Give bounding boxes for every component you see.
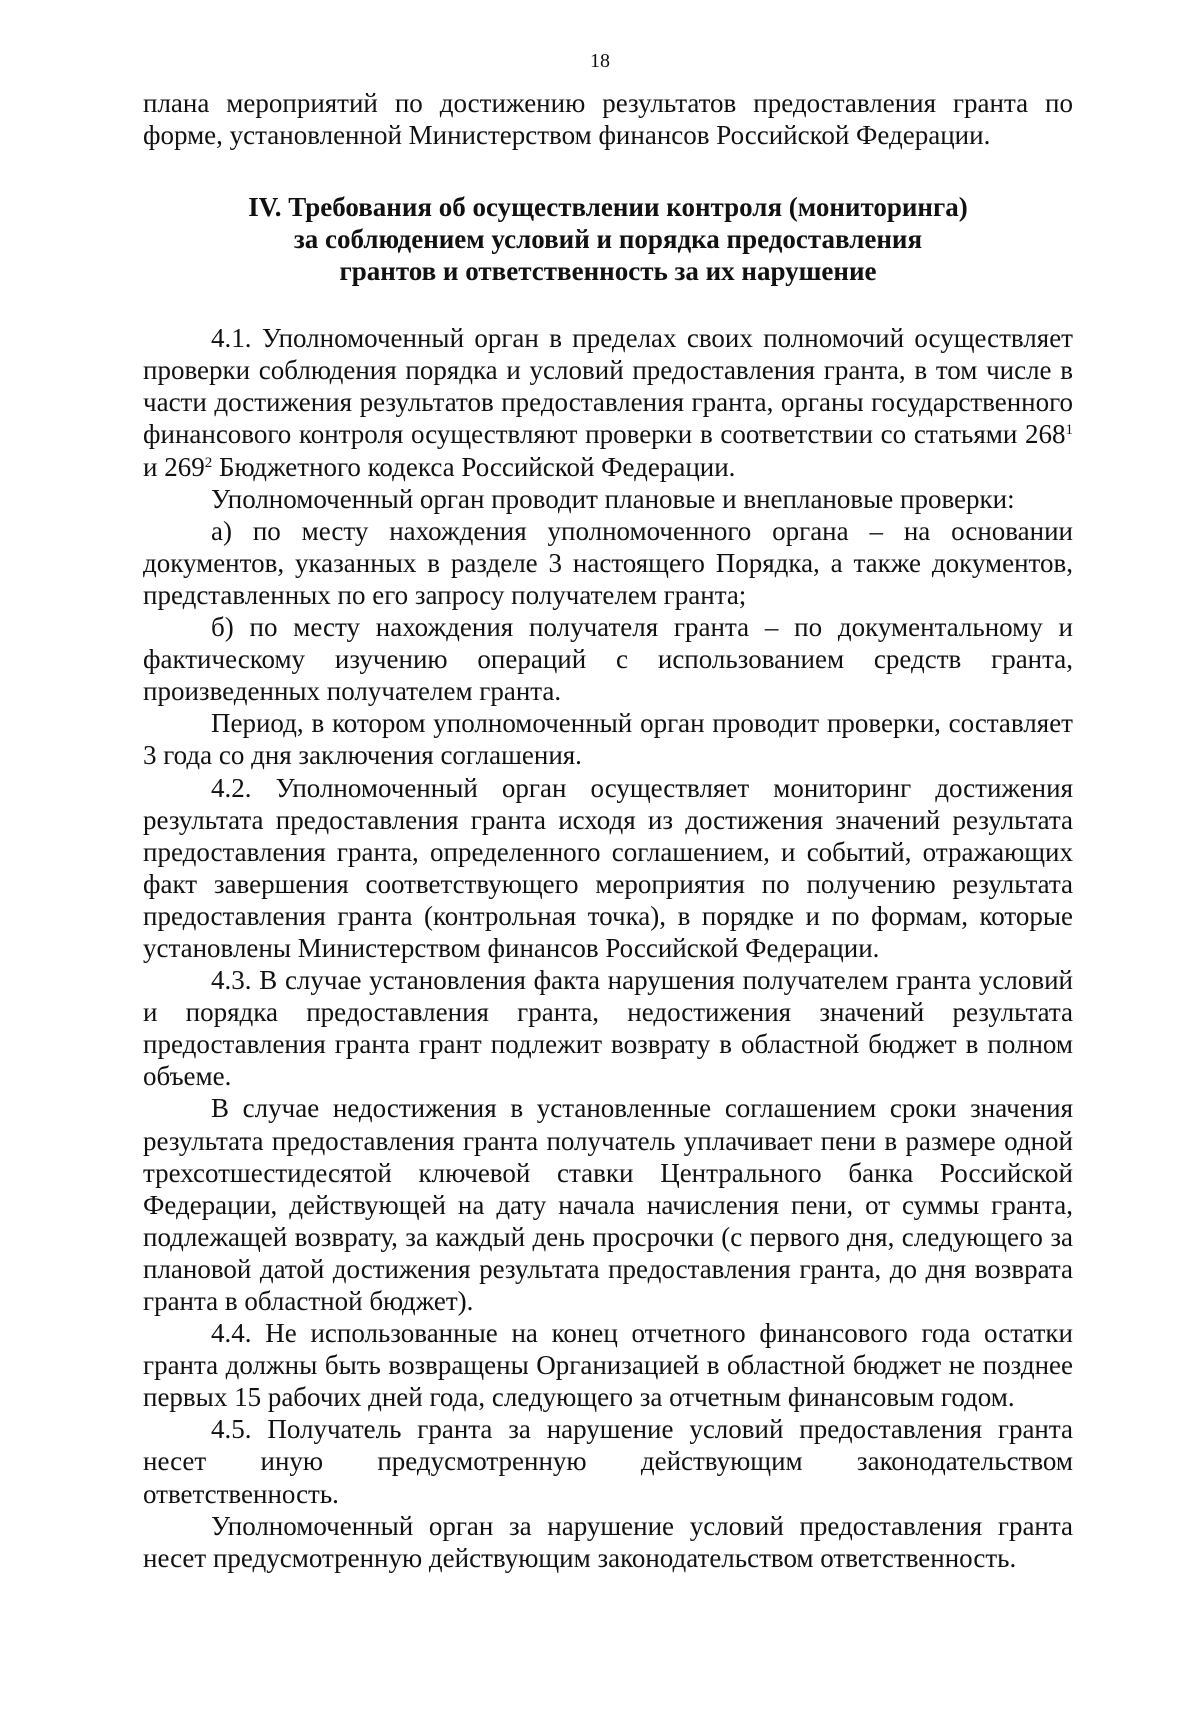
paragraph-4-1-end: Бюджетного кодекса Российской Федерации.	[212, 451, 736, 482]
paragraph-4-2: 4.2. Уполномоченный орган осуществляет мониторинг достижения результата предоставления гранта исходя из достижения значений результата предоставления гранта, определенного соглашением, и событий, отражающих факт завершения соответствующего мероприятия по получению результата предоставления гранта (контрольная точка), в порядке и по формам, которые установлены Министерством финансов Российской Федерации.	[143, 772, 1073, 963]
paragraph-item-a: а) по месту нахождения уполномоченного органа – на основании документов, указанных в разделе 3 настоящего Порядка, а также документов, представленных по его запросу получателем гранта;	[143, 515, 1073, 610]
paragraph-4-1-text: 4.1. Уполномоченный орган в пределах своих полномочий осуществляет проверки соблюдения порядка и условий предоставления гранта, в том числе в части достижения результатов предоставления гранта, органы государственного финансового контроля осуществляют проверки в соответствии со статьями 268	[143, 323, 1073, 450]
paragraph-4-5: 4.5. Получатель гранта за нарушение условий предоставления гранта несет иную предусмотренную действующим законодательством ответственность.	[143, 1414, 1073, 1509]
section-heading	[143, 191, 1073, 287]
paragraph-4-3: 4.3. В случае установления факта нарушения получателем гранта условий и порядка предоставления гранта, недостижения значений результата предоставления гранта грант подлежит возврату в областной бюджет в полном объеме.	[143, 965, 1073, 1092]
footnote-superscript-2: 2	[204, 454, 213, 471]
footnote-superscript-1: 1	[1065, 422, 1073, 439]
document-body	[143, 87, 1073, 1574]
paragraph-period: Период, в котором уполномоченный орган проводит проверки, составляет 3 года со дня заключения соглашения.	[143, 708, 1073, 771]
page-number: 18	[590, 50, 610, 72]
paragraph-4-1-mid: и 269	[143, 451, 205, 482]
paragraph-item-b: б) по месту нахождения получателя гранта – по документальному и фактическому изучению операций с использованием средств гранта, произведенных получателем гранта.	[143, 612, 1073, 707]
section-heading-line-2: за соблюдением условий и порядка предоставления	[293, 224, 923, 255]
section-heading-line-3: грантов и ответственность за их нарушение	[339, 256, 877, 287]
paragraph-penalty: В случае недостижения в установленные соглашением сроки значения результата предоставления гранта получатель уплачивает пени в размере одной трехсотшестидесятой ключевой ставки Центрального банка Российской Федерации, действующей на дату начала начисления пени, от суммы гранта, подлежащей возврату, за каждый день просрочки (с первого дня, следующего за плановой датой достижения результата предоставления гранта, до дня возврата гранта в областной бюджет).	[143, 1093, 1073, 1316]
paragraph-4-1	[143, 322, 1073, 482]
section-heading-line-1: IV. Требования об осуществлении контроля (мониторинга)	[248, 192, 968, 223]
intro-paragraph: плана мероприятий по достижению результатов предоставления гранта по форме, установленной Министерством финансов Российской Федерации.	[143, 88, 1073, 151]
paragraph-last: Уполномоченный орган за нарушение условий предоставления гранта несет предусмотренную действующим законодательством ответственность.	[143, 1510, 1073, 1573]
paragraph-checks: Уполномоченный орган проводит плановые и внеплановые проверки:	[211, 483, 1015, 514]
paragraph-4-4: 4.4. Не использованные на конец отчетного финансового года остатки гранта должны быть возвращены Организацией в областной бюджет не позднее первых 15 рабочих дней года, следующего за отчетным финансовым годом.	[143, 1318, 1073, 1413]
